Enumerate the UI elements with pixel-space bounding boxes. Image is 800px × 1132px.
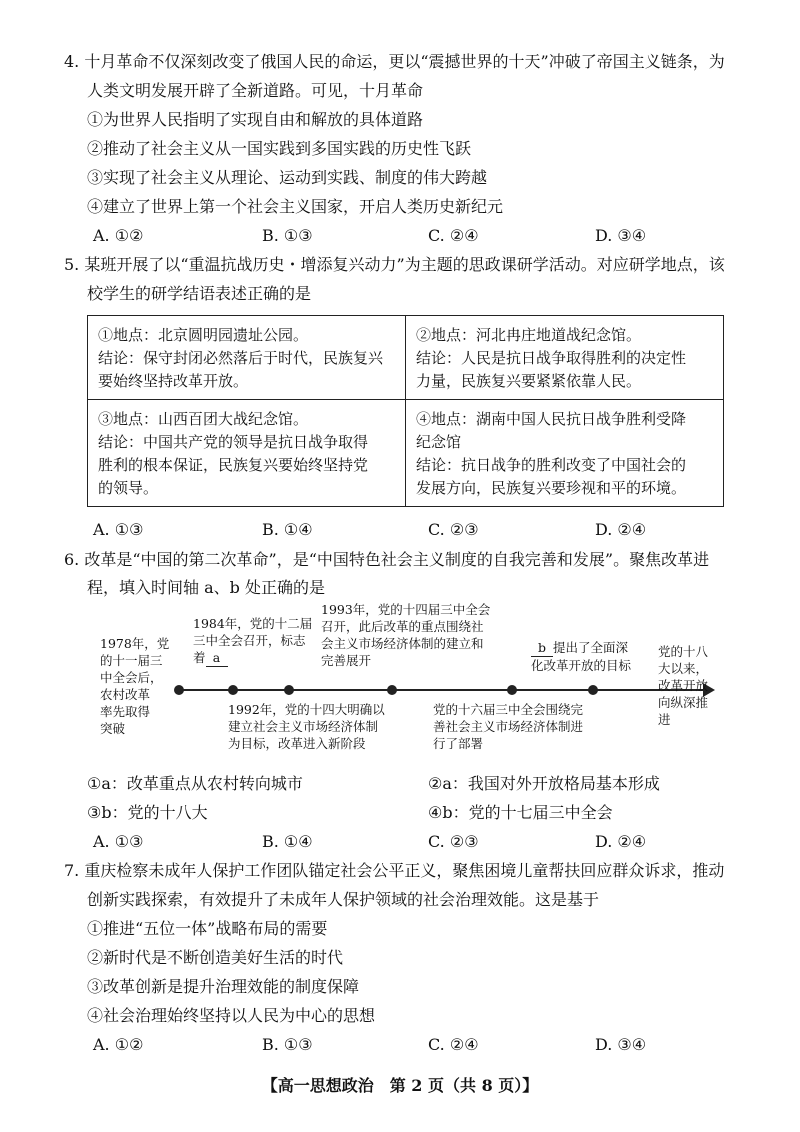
q4-stem-line-2: 人类文明发展开辟了全新道路。可见，十月革命 bbox=[87, 81, 424, 100]
q7-option-d[interactable]: D. ③④ bbox=[595, 1035, 647, 1054]
q5-cell-4-line: ④地点：湖南中国人民抗日战争胜利受降 bbox=[416, 410, 687, 428]
timeline-1992 bbox=[228, 701, 398, 752]
q4-stem-line-1: 4. 十月革命不仅深刻改变了俄国人民的命运，更以“震撼世界的十天”冲破了帝国主义链条，为 bbox=[64, 52, 725, 71]
q7-item-3: ③改革创新是提升治理效能的制度保障 bbox=[87, 977, 360, 996]
timeline-third-plenum bbox=[433, 701, 603, 752]
timeline-text-line: 1993年，党的十四届三中全会 bbox=[321, 602, 491, 617]
q5-cell-1-line: ①地点：北京圆明园遗址公园。 bbox=[98, 326, 309, 344]
q5-option-d[interactable]: D. ②④ bbox=[595, 520, 647, 539]
q6-item-2: ②a：我国对外开放格局基本形成 bbox=[428, 774, 660, 793]
q4-item-3: ③实现了社会主义从理论、运动到实践、制度的伟大跨越 bbox=[87, 168, 488, 187]
q7-option-a[interactable]: A. ①② bbox=[93, 1035, 144, 1054]
q6-option-d[interactable]: D. ②④ bbox=[595, 832, 647, 851]
q5-option-b[interactable]: B. ①④ bbox=[262, 520, 313, 539]
timeline-text-line: 建立社会主义市场经济体制 bbox=[228, 719, 379, 734]
q7-item-2: ②新时代是不断创造美好生活的时代 bbox=[87, 948, 344, 967]
q5-cell-2 bbox=[406, 316, 724, 400]
q5-cell-1-line: 结论：保守封闭必然落后于时代，民族复兴 bbox=[98, 349, 384, 367]
timeline-text-line: 进 bbox=[658, 712, 671, 727]
q6-option-a[interactable]: A. ①③ bbox=[93, 832, 144, 851]
timeline-axis bbox=[178, 689, 708, 691]
q7-item-1: ①推进“五位一体”战略布局的需要 bbox=[87, 919, 328, 938]
q5-cell-4-line: 发展方向，民族复兴要珍视和平的环境。 bbox=[416, 479, 687, 497]
timeline-dot bbox=[387, 685, 397, 695]
q4-option-d[interactable]: D. ③④ bbox=[595, 226, 647, 245]
q6-item-4: ④b：党的十七届三中全会 bbox=[428, 803, 613, 822]
timeline-text: 提出了全面深 bbox=[553, 640, 629, 655]
timeline-text-line: 党的十六届三中全会围绕完 bbox=[433, 702, 584, 717]
page-footer: 【高一思想政治 第 2 页（共 8 页）】 bbox=[261, 1076, 539, 1095]
timeline-text-line: 化改革开放的目标 bbox=[531, 658, 632, 673]
q6-stem-line-1: 6. 改革是“中国的第二次革命”，是“中国特色社会主义制度的自我完善和发展”。聚焦改革进 bbox=[64, 550, 710, 569]
timeline-text-line: 向纵深推 bbox=[658, 695, 709, 710]
timeline-1993 bbox=[321, 601, 501, 669]
timeline-text-line: 突破 bbox=[100, 721, 126, 736]
q4-option-a[interactable]: A. ①② bbox=[93, 226, 144, 245]
timeline-text-line: 党的十八 bbox=[658, 644, 709, 659]
q6-stem-line-2: 程，填入时间轴 a、b 处正确的是 bbox=[87, 578, 325, 597]
timeline-text-line: 为目标，改革进入新阶段 bbox=[228, 736, 366, 751]
q5-cell-2-line: 结论：人民是抗日战争取得胜利的决定性 bbox=[416, 349, 687, 367]
q4-item-4: ④建立了世界上第一个社会主义国家，开启人类历史新纪元 bbox=[87, 197, 504, 216]
q5-stem-line-1: 5. 某班开展了以“重温抗战历史・增添复兴动力”为主题的思政课研学活动。对应研学地点，该 bbox=[64, 255, 725, 274]
q5-site-table bbox=[87, 315, 724, 507]
q5-cell-3-line: 胜利的根本保证，民族复兴要始终坚持党 bbox=[98, 456, 369, 474]
q5-stem-line-2: 校学生的研学结语表述正确的是 bbox=[87, 284, 312, 303]
q5-option-c[interactable]: C. ②③ bbox=[428, 520, 479, 539]
q6-item-3: ③b：党的十八大 bbox=[87, 803, 208, 822]
timeline-text-line: 召开，此后改革的重点围绕社 bbox=[321, 619, 484, 634]
q5-cell-3-line: 的领导。 bbox=[98, 479, 159, 497]
q6-option-c[interactable]: C. ②③ bbox=[428, 832, 479, 851]
q4-option-b[interactable]: B. ①③ bbox=[262, 226, 313, 245]
q7-stem-line-1: 7. 重庆检察未成年人保护工作团队锚定社会公平正义，聚焦困境儿童帮扶回应群众诉求，推动 bbox=[64, 861, 725, 880]
q6-option-b[interactable]: B. ①④ bbox=[262, 832, 313, 851]
q5-cell-2-line: ②地点：河北冉庄地道战纪念馆。 bbox=[416, 326, 642, 344]
timeline-b bbox=[531, 639, 651, 674]
timeline-text-line: 1978年，党 bbox=[100, 636, 170, 651]
timeline-text-line: 完善展开 bbox=[321, 653, 372, 668]
q6-item-1: ①a：改革重点从农村转向城市 bbox=[87, 774, 303, 793]
timeline-text-line: 改革开放 bbox=[658, 678, 709, 693]
timeline-dot bbox=[507, 685, 517, 695]
timeline-text-line: 农村改革 bbox=[100, 687, 151, 702]
q5-cell-3-line: ③地点：山西百团大战纪念馆。 bbox=[98, 410, 309, 428]
timeline-18th bbox=[658, 643, 718, 728]
timeline-text-line: 行了部署 bbox=[433, 736, 484, 751]
q4-option-c[interactable]: C. ②④ bbox=[428, 226, 479, 245]
timeline-text-line: 1992年，党的十四大明确以 bbox=[228, 702, 385, 717]
q5-cell-1-line: 要始终坚持改革开放。 bbox=[98, 372, 249, 390]
q7-stem-line-2: 创新实践探索，有效提升了未成年人保护领域的社会治理效能。这是基于 bbox=[87, 890, 600, 909]
timeline-1978 bbox=[100, 635, 180, 737]
q5-cell-2-line: 力量，民族复兴要紧紧依靠人民。 bbox=[416, 372, 642, 390]
q5-cell-1 bbox=[88, 316, 406, 400]
timeline-dot bbox=[588, 685, 598, 695]
timeline-text-line: 率先取得 bbox=[100, 704, 151, 719]
q5-option-a[interactable]: A. ①③ bbox=[93, 520, 144, 539]
timeline-1984 bbox=[193, 615, 323, 667]
q5-cell-3 bbox=[88, 400, 406, 507]
timeline-dot bbox=[284, 685, 294, 695]
q5-cell-4-line: 纪念馆 bbox=[416, 433, 462, 451]
blank-b: b bbox=[531, 639, 553, 657]
timeline-text-line: 大以来， bbox=[658, 661, 709, 676]
q4-item-2: ②推动了社会主义从一国实践到多国实践的历史性飞跃 bbox=[87, 139, 472, 158]
timeline-text-line: 会主义市场经济体制的建立和 bbox=[321, 636, 484, 651]
reform-timeline bbox=[95, 597, 715, 762]
timeline-text-line: 中全会后， bbox=[100, 670, 163, 685]
timeline-text-line bbox=[193, 649, 323, 667]
q5-cell-4 bbox=[406, 400, 724, 507]
q7-item-4: ④社会治理始终坚持以人民为中心的思想 bbox=[87, 1006, 376, 1025]
timeline-text-line: 善社会主义市场经济体制进 bbox=[433, 719, 584, 734]
q5-cell-3-line: 结论：中国共产党的领导是抗日战争取得 bbox=[98, 433, 369, 451]
timeline-text-line: 三中全会召开，标志 bbox=[193, 633, 306, 648]
timeline-text-line: 的十一届三 bbox=[100, 653, 163, 668]
q5-cell-4-line: 结论：抗日战争的胜利改变了中国社会的 bbox=[416, 456, 687, 474]
timeline-text: 着 bbox=[193, 650, 206, 665]
q4-item-1: ①为世界人民指明了实现自由和解放的具体道路 bbox=[87, 110, 424, 129]
timeline-dot bbox=[228, 685, 238, 695]
q7-option-b[interactable]: B. ①③ bbox=[262, 1035, 313, 1054]
q7-option-c[interactable]: C. ②④ bbox=[428, 1035, 479, 1054]
timeline-text-line: 1984年，党的十二届 bbox=[193, 616, 313, 631]
blank-a: a bbox=[206, 649, 228, 667]
timeline-text-line bbox=[531, 639, 651, 657]
